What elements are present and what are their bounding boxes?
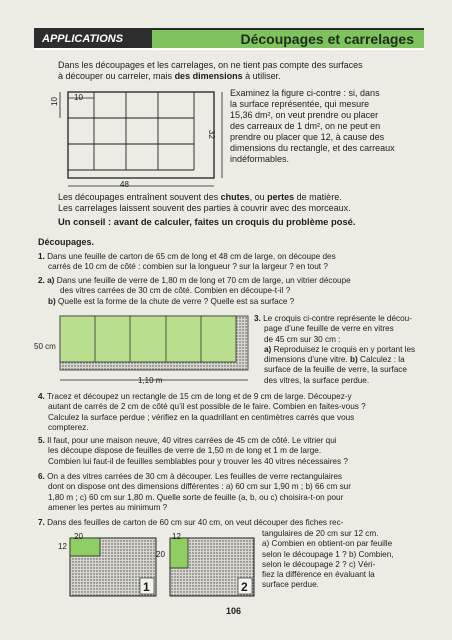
grid-lines (68, 92, 194, 170)
exercise-line: Combien lui faut-il de feuilles semblables pour y trouver les 40 vitres nécessaires ? (48, 456, 348, 466)
intro-text: à découper ou carreler, mais (58, 71, 175, 81)
exercise-line: tangulaires de 20 cm sur 12 cm. (262, 529, 379, 538)
exercise-line: fiez la différence en évaluant la (262, 570, 375, 580)
page-title: Découpages et carrelages (152, 30, 424, 48)
exercise-line: On a des vitres carrées de 30 cm à découper. Les feuilles de verre rectangulaires (47, 472, 343, 481)
exercise-number: 6. (38, 472, 45, 481)
intro-line-2 (58, 71, 418, 82)
exercise-number: 3. (254, 314, 261, 323)
exercise-line: page d’une feuille de verre en vitres (264, 324, 394, 334)
exercise-line: surface perdue. (262, 580, 319, 590)
part-label: a) (264, 344, 272, 354)
advice-line: Un conseil : avant de calculer, faites un croquis du problème posé. (58, 216, 356, 227)
intro-right-text (230, 88, 420, 165)
exercise-line: des vitres, la surface perdue. (264, 375, 370, 385)
exercise-number: 4. (38, 392, 45, 401)
tile-height-label: 10 (49, 97, 59, 106)
carrelages-line: Les carrelages laissent souvent des parties à couvrir avec des morceaux. (58, 203, 351, 213)
intro-text: à utiliser. (242, 71, 281, 81)
part-label: b) (48, 296, 56, 306)
cutting-figures (66, 534, 256, 598)
text: de matière. (294, 192, 342, 202)
intro-right-line: indéformables. (230, 154, 290, 164)
exercise-line: Le croquis ci-contre représente le décou- (263, 314, 412, 323)
text: Les découpages entraînent souvent des (58, 192, 221, 202)
sheet-height-label: 50 cm (34, 342, 56, 351)
usable-area (60, 316, 236, 362)
exercise-line: compterez. (48, 422, 89, 432)
fig1-number: 1 (143, 580, 150, 594)
fig2-top-label: 12 (172, 532, 181, 541)
exercise-line: selon le découpage 1 ? b) Combien, (262, 549, 394, 559)
exercise-line: Dans une feuille de verre de 1,80 m de long et 70 cm de large, un vitrier découpe (56, 276, 351, 285)
exercise-line: les découpe dispose de feuilles de verre de 1,50 m de long et 1 m de large. (48, 446, 322, 456)
fig1-side-label: 12 (58, 542, 67, 551)
exercise-line: 1,80 m ; c) 60 cm sur 1,80 m. Quelle sorte de feuille (a, b, ou c) choisira-t-on pour (48, 492, 344, 502)
exercise-6 (38, 472, 442, 513)
exercise-number: 2. (38, 276, 45, 285)
intro-right-line: dimensions du rectangle, et des carreaux (230, 143, 395, 153)
intro-right-line: 15,36 dm², on veut prendre ou placer (230, 110, 379, 120)
part-label: a) (47, 276, 55, 285)
part-label: b) (350, 355, 358, 365)
exercise-number: 1. (38, 252, 45, 261)
exercise-line: Tracez et découpez un rectangle de 15 cm de long et de 9 cm de large. Découpez-y (46, 392, 352, 401)
exercise-line: de 45 cm sur 30 cm : (264, 334, 341, 344)
exercise-line: surface de la feuille de verre, la surface (264, 365, 407, 375)
text: , ou (249, 192, 268, 202)
section-label: APPLICATIONS (34, 30, 152, 48)
intro-bold: des dimensions (174, 71, 243, 81)
bold-text: chutes (220, 192, 250, 202)
section-heading: Découpages. (38, 237, 95, 247)
exercise-2 (38, 276, 438, 307)
exercise-4 (38, 392, 442, 433)
exercise-line: Dans une feuille de carton de 65 cm de long et 48 cm de large, on découpe des (47, 252, 336, 261)
exercise-line: Calculez : la (360, 355, 405, 365)
exercise-line: Quelle est la forme de la chute de verre ? Quelle est sa surface ? (58, 296, 295, 306)
exercise-line: carrés de 10 cm de côté : combien sur la longueur ? sur la largeur ? en tout ? (48, 262, 328, 272)
exercise-line: dont on dispose ont des dimensions différentes : a) 60 cm sur 1,90 m ; b) 66 cm sur (48, 482, 351, 492)
intro-right-line: prendre ou placer que 12, à cause des (230, 132, 385, 142)
exercise-line: dimensions d’une vitre. (264, 355, 348, 365)
bold-text: pertes (267, 192, 295, 202)
intro-line-1: Dans les découpages et les carrelages, on ne tient pas compte des surfaces (58, 60, 363, 70)
figure-width-label: 48 (120, 180, 129, 189)
fig2-side-label: 20 (156, 550, 165, 559)
chutes-line (58, 192, 428, 203)
outer-rectangle (68, 92, 214, 178)
exercise-line: Calculez la surface perdue ; vérifiez en la quadrillant en centimètres carrés que vous (48, 412, 355, 422)
exercise-3 (254, 314, 440, 386)
exercise-number: 5. (38, 436, 45, 445)
intro-right-line: des carreaux de 1 dm², on ne peut en (230, 121, 381, 131)
exercise-7-continued (262, 529, 442, 591)
exercise-1 (38, 252, 438, 273)
exercise-line: Dans des feuilles de carton de 60 cm sur 40 cm, on veut découper des fiches rec- (47, 518, 344, 527)
intro-right-line: la surface représentée, qui mesure (230, 99, 370, 109)
exercise-5 (38, 436, 442, 467)
exercise-line: selon le découpage 2 ? c) Véri- (262, 559, 376, 569)
intro-right-line: Examinez la figure ci-contre : si, dans (230, 88, 380, 98)
figure-height-label: 32 (206, 130, 216, 139)
exercise-line: autant de carrés de 2 cm de côté qu’il est possible de le faire. Combien en faites-vous ? (48, 402, 366, 412)
exercise-line: a) Combien en obtient-on par feuille (262, 539, 393, 549)
card-2 (170, 538, 188, 568)
exercise-line: amener les pertes au minimum ? (48, 502, 168, 512)
exercise-7 (38, 518, 442, 528)
exercise-number: 7. (38, 518, 45, 527)
fig1-top-label: 20 (74, 532, 83, 541)
exercise-line: Il faut, pour une maison neuve, 40 vitres carrées de 45 cm de côté. Le vitrier qui (47, 436, 337, 445)
exercise-line: Reproduisez le croquis en y portant les (273, 344, 416, 354)
sheet-width-label: 1,10 m (138, 376, 163, 385)
page-number: 106 (226, 606, 242, 616)
tile-width-label: 10 (74, 93, 83, 102)
exercise-line: des vitres carrées de 30 cm de côté. Combien en découpe-t-il ? (60, 286, 291, 296)
fig2-number: 2 (241, 580, 248, 594)
